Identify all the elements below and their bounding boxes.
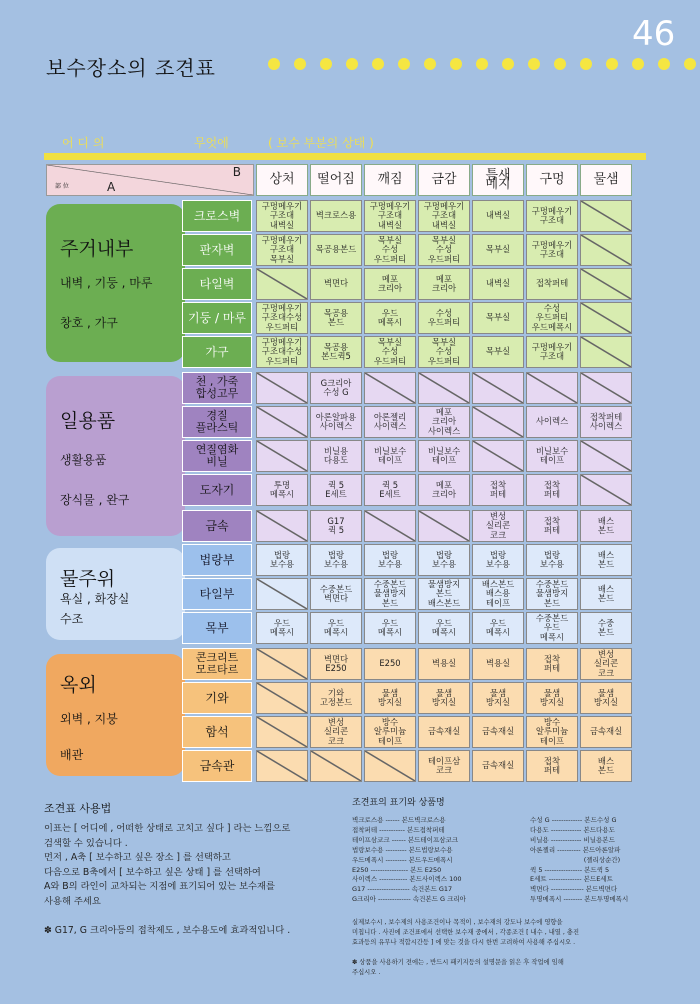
table-cell: 목부실 수성 우드퍼티 <box>418 336 470 368</box>
table-cell: 물샘 방지실 <box>472 682 524 714</box>
group-outdoor <box>46 654 185 776</box>
table-cell-empty <box>580 200 632 232</box>
row-label: 법랑부 <box>182 544 252 576</box>
usage-line: ✽ G17, G 크리아등의 접착제도 , 보수용도에 효과적입니다 . <box>44 924 291 936</box>
table-cell: 배스본드 배스용 테이프 <box>472 578 524 610</box>
table-cell: 접착 퍼테 <box>472 474 524 506</box>
table-cell: 접착퍼테 사이렉스 <box>580 406 632 438</box>
column-header: 금감 <box>418 164 470 196</box>
row-label: 판자벽 <box>182 234 252 266</box>
row-label: 금속관 <box>182 750 252 782</box>
table-cell-empty <box>256 372 308 404</box>
table-cell: G크리아 수성 G <box>310 372 362 404</box>
table-cell: 기와 고정본드 <box>310 682 362 714</box>
table-cell: 구멍메우기 구조대 <box>526 234 578 266</box>
table-cell: 구멍메우기 구조대수성 우드퍼티 <box>256 302 308 334</box>
table-cell: 우드 메폭시 <box>310 612 362 644</box>
table-cell-empty <box>256 682 308 714</box>
table-cell-empty <box>256 716 308 748</box>
header-state: ( 보수 부분의 상태 ) <box>268 136 374 150</box>
usage-title: 조견표 사용법 <box>44 802 112 815</box>
table-cell: 방수 알루미늄 테이프 <box>364 716 416 748</box>
table-cell-empty <box>364 750 416 782</box>
table-cell: 내벽실 <box>472 200 524 232</box>
table-cell: 법랑 보수용 <box>472 544 524 576</box>
row-label: 타일부 <box>182 578 252 610</box>
legend-note-line <box>352 948 579 958</box>
table-cell-empty <box>472 406 524 438</box>
table-cell: 물샘 방지실 <box>526 682 578 714</box>
usage-line: 검색할 수 있습니다 . <box>44 837 128 849</box>
usage-line <box>44 909 344 924</box>
header-where: 어 디 의 <box>62 136 105 150</box>
table-cell: 물샘 방지실 <box>364 682 416 714</box>
table-cell: 수중본드 물샘방지 본드 <box>364 578 416 610</box>
row-label: 도자기 <box>182 474 252 506</box>
legend-note-line: 실제보수시 , 보수제의 사용조건이나 목적이 , 보수재의 강도나 보수에 영향을 <box>352 919 563 926</box>
table-cell: E250 <box>364 648 416 680</box>
row-label: 함석 <box>182 716 252 748</box>
table-cell: 벽면다 E250 <box>310 648 362 680</box>
table-cell-empty <box>256 648 308 680</box>
table-cell: 구멍메우기 구조대 <box>526 336 578 368</box>
column-header: 상처 <box>256 164 308 196</box>
usage-line: 다음으로 B축에서 [ 보수하고 싶은 상태 ] 를 선택하여 <box>44 866 261 878</box>
table-cell: 배스 본드 <box>580 750 632 782</box>
group-interior <box>46 204 185 362</box>
table-cell: 비닐보수 테이프 <box>526 440 578 472</box>
table-cell: 벽면다 <box>310 268 362 300</box>
table-cell: 변성 실리콘 코크 <box>310 716 362 748</box>
table-cell: 구멍메우기 구조대 목부실 <box>256 234 308 266</box>
table-cell-empty <box>310 750 362 782</box>
row-label: 콘크리트 모르타르 <box>182 648 252 680</box>
row-label: 경질 플라스틱 <box>182 406 252 438</box>
table-cell: 메포 크리아 <box>364 268 416 300</box>
table-cell: 목부실 수성 우드퍼티 <box>364 234 416 266</box>
page-title: 보수장소의 조견표 <box>46 56 216 80</box>
table-cell: 테이프삼 코크 <box>418 750 470 782</box>
table-cell: 메포 크리아 <box>418 268 470 300</box>
group-subtitle: 배관 <box>60 748 84 762</box>
table-cell: 물샘방지 본드 배스본드 <box>418 578 470 610</box>
table-cell: 접착퍼테 <box>526 268 578 300</box>
table-cell-empty <box>256 440 308 472</box>
column-header: 떨어짐 <box>310 164 362 196</box>
table-cell: 변성 실리콘 코크 <box>580 648 632 680</box>
table-cell-empty <box>580 234 632 266</box>
table-cell: 우드 메폭시 <box>364 302 416 334</box>
table-cell-empty <box>418 372 470 404</box>
usage-line: 이표는 [ 어디에 , 어떠한 상태로 고치고 싶다 ] 라는 느낌으로 <box>44 823 291 834</box>
table-cell-empty <box>472 440 524 472</box>
table-cell: 금속재실 <box>472 716 524 748</box>
table-cell: 투명 메폭시 <box>256 474 308 506</box>
column-header: 틈새 메지 <box>472 164 524 196</box>
table-cell: 우드 메폭시 <box>256 612 308 644</box>
table-cell: 퀵 5 E세트 <box>310 474 362 506</box>
group-title: 일용품 <box>60 410 116 432</box>
table-cell: 아론알파용 사이렉스 <box>310 406 362 438</box>
legend-notes <box>352 918 579 977</box>
table-cell-empty <box>580 268 632 300</box>
table-cell: 배스 본드 <box>580 578 632 610</box>
column-header: 구멍 <box>526 164 578 196</box>
row-label: 금속 <box>182 510 252 542</box>
table-cell: 비닐보수 테이프 <box>364 440 416 472</box>
page-number: 46 <box>632 14 676 54</box>
table-cell: 구멍메우기 구조대수성 우드퍼티 <box>256 336 308 368</box>
group-title: 물주위 <box>60 568 116 590</box>
column-header: 깨짐 <box>364 164 416 196</box>
group-subtitle: 창호 , 가구 <box>60 316 118 330</box>
table-cell: 목공용 본드 <box>310 302 362 334</box>
row-label: 가구 <box>182 336 252 368</box>
table-cell: 구멍메우기 구조대 내벽실 <box>364 200 416 232</box>
table-cell: 금속재실 <box>472 750 524 782</box>
table-cell: 수중본드 우드 메폭시 <box>526 612 578 644</box>
table-cell: 법랑 보수용 <box>418 544 470 576</box>
table-cell: 접착 퍼테 <box>526 750 578 782</box>
group-water <box>46 548 185 640</box>
table-cell: 아론젤리 사이렉스 <box>364 406 416 438</box>
table-cell-empty <box>256 268 308 300</box>
table-cell: 법랑 보수용 <box>256 544 308 576</box>
table-cell: 법랑 보수용 <box>526 544 578 576</box>
table-cell: 목부실 수성 우드퍼티 <box>364 336 416 368</box>
table-cell: 목공용본드 <box>310 234 362 266</box>
row-label: 연질염화 비닐 <box>182 440 252 472</box>
table-cell: 벽크로스용 <box>310 200 362 232</box>
row-label: 기둥 / 마루 <box>182 302 252 334</box>
table-cell: 수중본드 물샘방지 본드 <box>526 578 578 610</box>
title-dots <box>268 58 696 70</box>
table-cell: 메포 크리아 사이렉스 <box>418 406 470 438</box>
legend-note-line: 주십시오 . <box>352 968 381 976</box>
group-subtitle: 내벽 , 기둥 , 마루 <box>60 276 153 290</box>
table-cell-empty <box>256 510 308 542</box>
table-cell: 금속재실 <box>580 716 632 748</box>
row-label: 크로스벽 <box>182 200 252 232</box>
table-cell: 메포 크리아 <box>418 474 470 506</box>
table-cell: 배스 본드 <box>580 510 632 542</box>
table-cell: 금속재실 <box>418 716 470 748</box>
table-cell-empty <box>472 372 524 404</box>
legend-note-line: 효과등의 유무나 적합시간등 ] 에 맞는 것을 다시 한번 고려하여 사용해 주십시오 . <box>352 938 576 946</box>
table-cell: 수중 본드 <box>580 612 632 644</box>
table-cell: 목부실 <box>472 302 524 334</box>
group-subtitle: 외벽 , 지붕 <box>60 712 118 726</box>
table-cell: 배스 본드 <box>580 544 632 576</box>
usage-line: A와 B의 라인이 교차되는 지점에 표기되어 있는 보수재를 <box>44 881 276 892</box>
table-cell: 우드 메폭시 <box>418 612 470 644</box>
table-cell: 법랑 보수용 <box>364 544 416 576</box>
table-cell: 물샘 방지실 <box>418 682 470 714</box>
table-cell-empty <box>364 372 416 404</box>
table-cell: 목부실 <box>472 234 524 266</box>
table-cell: 우드 메폭시 <box>472 612 524 644</box>
header-what: 무엇에 <box>194 136 229 150</box>
row-label: 천 , 가죽 합성고무 <box>182 372 252 404</box>
legend-note-line: ✽ 상품을 사용하기 전에는 , 반드시 패키지등의 설명문을 읽은 후 작업에 임해 <box>352 958 564 966</box>
row-label: 타일벽 <box>182 268 252 300</box>
group-title: 주거내부 <box>60 238 134 260</box>
legend-col2: 수성 G ------------- 본드수성 G 다용도 ------------- 본드다용도 비닐용 ------------- 비닐용본드 아론젤리 ---------- 본드아론알파 (젤리상순간) 퀵 5 ---------------- 본드퀵 5 E세트 -------------- 본드E세트 벽면다 -------------- 본드벽면다 투명메폭시 -------- 본드투명메폭시 <box>530 816 629 904</box>
table-cell: 퀵 5 E세트 <box>364 474 416 506</box>
table-cell: 목부실 수성 우드퍼티 <box>418 234 470 266</box>
usage-line: 먼저 , A축 [ 보수하고 싶은 장소 ] 를 선택하고 <box>44 852 231 863</box>
column-header: 물샘 <box>580 164 632 196</box>
legend-title: 조견표의 표기와 상품명 <box>352 798 445 808</box>
table-cell: 비닐보수 테이프 <box>418 440 470 472</box>
usage-text <box>44 822 344 938</box>
usage-line: 사용해 주세요 <box>44 895 101 907</box>
table-cell-empty <box>256 578 308 610</box>
axis-b-label: B <box>232 165 241 179</box>
group-subtitle: 욕실 , 화장실 <box>60 592 130 606</box>
table-cell-empty <box>580 372 632 404</box>
table-cell-empty <box>580 474 632 506</box>
table-cell: 구멍메우기 구조대 내벽실 <box>256 200 308 232</box>
table-cell: 비닐용 다용도 <box>310 440 362 472</box>
table-cell-empty <box>580 302 632 334</box>
legend-note-line: 미칩니다 . 사진에 조건표에서 선택한 보수재 중에서 , 각종조건 [ 내수 , 내열 , 충진 <box>352 928 580 936</box>
table-cell: 수성 우드퍼티 <box>418 302 470 334</box>
table-cell: 내벽실 <box>472 268 524 300</box>
table-cell: 구멍메우기 구조대 <box>526 200 578 232</box>
group-title: 옥외 <box>60 674 97 696</box>
group-subtitle: 장식물 , 완구 <box>60 493 130 507</box>
table-cell-empty <box>256 406 308 438</box>
table-cell: 수중본드 벽면다 <box>310 578 362 610</box>
table-cell: 구멍메우기 구조대 내벽실 <box>418 200 470 232</box>
header-band <box>44 153 646 160</box>
table-cell: 벽용실 <box>418 648 470 680</box>
axis-corner-cell <box>46 164 254 196</box>
table-cell-empty <box>256 750 308 782</box>
table-cell: 법랑 보수용 <box>310 544 362 576</box>
table-cell: 수성 우드퍼티 우드메폭시 <box>526 302 578 334</box>
group-subtitle: 수조 <box>60 612 84 626</box>
table-cell-empty <box>364 510 416 542</box>
table-cell: 변성 실리콘 코크 <box>472 510 524 542</box>
table-cell: G17 퀵 5 <box>310 510 362 542</box>
row-label: 목부 <box>182 612 252 644</box>
table-cell: 목공용 본드퀵5 <box>310 336 362 368</box>
table-cell-empty <box>580 440 632 472</box>
table-cell-empty <box>580 336 632 368</box>
table-cell-empty <box>526 372 578 404</box>
table-cell: 사이렉스 <box>526 406 578 438</box>
row-label: 기와 <box>182 682 252 714</box>
group-subtitle: 생활용품 <box>60 453 107 467</box>
table-cell: 물샘 방지실 <box>580 682 632 714</box>
group-daily <box>46 376 185 536</box>
table-cell: 접착 퍼테 <box>526 648 578 680</box>
axis-a-label: A <box>107 179 116 194</box>
table-cell: 벽용실 <box>472 648 524 680</box>
table-cell: 우드 메폭시 <box>364 612 416 644</box>
legend-col1: 벽크로스용 ------ 본드벽크로스용 접착퍼테 ----------- 본드접착퍼테 테이프삼코크 ------ 본드테이프삼코크 법랑보수용 --------- 본드법랑보수용 우드메폭시 --------- 본드우드메폭시 E250 ---------------- 본드 E250 사이렉스 ------------ 본드사이렉스 100 G17 ------------------ 속건본드 G17 G크리아 -------------- 속건본드 G 크리아 <box>352 816 466 904</box>
table-cell: 접착 퍼테 <box>526 474 578 506</box>
table-cell: 방수 알루미늄 테이프 <box>526 716 578 748</box>
table-cell: 접착 퍼테 <box>526 510 578 542</box>
axis-small-label: 部 位 <box>55 182 69 190</box>
table-cell: 목부실 <box>472 336 524 368</box>
table-cell-empty <box>418 510 470 542</box>
